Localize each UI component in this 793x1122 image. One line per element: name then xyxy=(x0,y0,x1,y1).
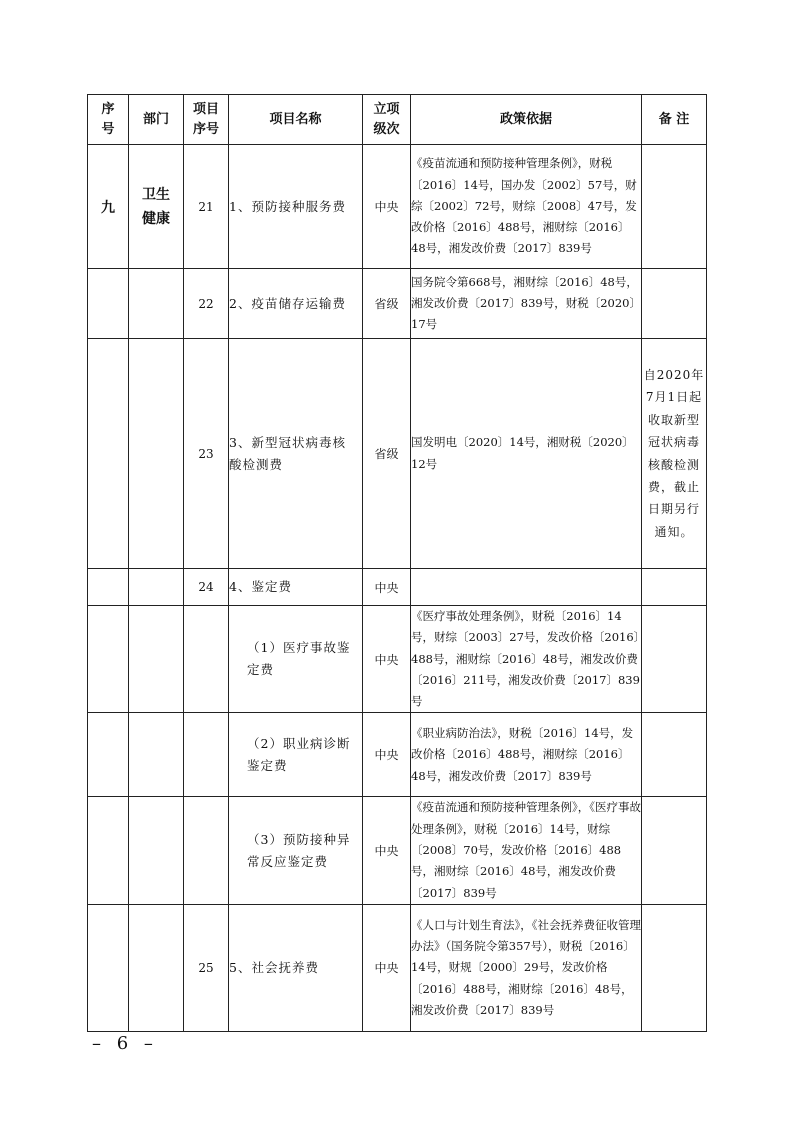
row-item-name: （3）预防接种异常反应鉴定费 xyxy=(229,797,363,904)
table-row xyxy=(88,145,707,269)
table-row xyxy=(88,339,707,569)
row-basis: 国发明电〔2020〕14号，湘财税〔2020〕12号 xyxy=(411,339,642,569)
header-note: 备 注 xyxy=(642,95,707,145)
header-row xyxy=(88,95,707,145)
table-row xyxy=(88,569,707,606)
row-seq xyxy=(88,569,129,606)
row-basis: 《职业病防治法》，财税〔2016〕14号，发改价格〔2016〕488号，湘财综〔2016〕48号，湘发改价费〔2017〕839号 xyxy=(411,713,642,797)
row-dept xyxy=(129,606,184,713)
row-note xyxy=(642,606,707,713)
header-item-seq: 项目序号 xyxy=(184,95,229,145)
row-level: 中央 xyxy=(363,797,411,904)
row-basis: 《人口与计划生育法》，《社会抚养费征收管理办法》（国务院令第357号），财税〔2016〕14号，财规〔2000〕29号，发改价格〔2016〕488号，湘财综〔2016〕48号，湘发改价费〔2017〕839号 xyxy=(411,904,642,1031)
row-level: 中央 xyxy=(363,145,411,269)
row-basis: 《疫苗流通和预防接种管理条例》，《医疗事故处理条例》，财税〔2016〕14号，财综〔2008〕70号，发改价格〔2016〕488号，湘财综〔2016〕48号，湘发改价费〔2017〕839号 xyxy=(411,797,642,904)
row-note xyxy=(642,713,707,797)
row-item-seq xyxy=(184,713,229,797)
row-seq xyxy=(88,269,129,339)
row-dept xyxy=(129,339,184,569)
header-item-name: 项目名称 xyxy=(229,95,363,145)
row-level: 中央 xyxy=(363,904,411,1031)
row-basis: 国务院令第668号，湘财综〔2016〕48号，湘发改价费〔2017〕839号，财税〔2020〕17号 xyxy=(411,269,642,339)
header-dept: 部门 xyxy=(129,95,184,145)
row-item-seq: 23 xyxy=(184,339,229,569)
row-level: 中央 xyxy=(363,713,411,797)
row-item-seq: 21 xyxy=(184,145,229,269)
row-note xyxy=(642,269,707,339)
row-dept xyxy=(129,797,184,904)
page-number: – 6 – xyxy=(92,1033,158,1054)
row-dept xyxy=(129,269,184,339)
row-note xyxy=(642,904,707,1031)
row-basis xyxy=(411,569,642,606)
row-note xyxy=(642,569,707,606)
row-item-seq xyxy=(184,797,229,904)
row-note: 自2020年7月1日起收取新型冠状病毒核酸检测费，截止日期另行通知。 xyxy=(642,339,707,569)
table-row xyxy=(88,269,707,339)
row-level: 中央 xyxy=(363,606,411,713)
row-level: 中央 xyxy=(363,569,411,606)
row-level: 省级 xyxy=(363,339,411,569)
row-level: 省级 xyxy=(363,269,411,339)
row-item-seq xyxy=(184,606,229,713)
row-item-name: 4、鉴定费 xyxy=(229,569,363,606)
row-item-name: （2）职业病诊断鉴定费 xyxy=(229,713,363,797)
row-dept xyxy=(129,904,184,1031)
row-dept: 卫生健康 xyxy=(129,145,184,269)
fee-table xyxy=(87,94,707,1032)
header-basis: 政策依据 xyxy=(411,95,642,145)
row-item-seq: 24 xyxy=(184,569,229,606)
row-item-name: （1）医疗事故鉴定费 xyxy=(229,606,363,713)
row-note xyxy=(642,797,707,904)
row-seq: 九 xyxy=(88,145,129,269)
row-item-seq: 22 xyxy=(184,269,229,339)
row-seq xyxy=(88,606,129,713)
row-item-name: 5、社会抚养费 xyxy=(229,904,363,1031)
row-seq xyxy=(88,339,129,569)
table-row xyxy=(88,606,707,713)
row-item-name: 2、疫苗储存运输费 xyxy=(229,269,363,339)
header-level: 立项级次 xyxy=(363,95,411,145)
row-basis: 《医疗事故处理条例》，财税〔2016〕14号，财综〔2003〕27号，发改价格〔2016〕488号，湘财综〔2016〕48号，湘发改价费〔2016〕211号，湘发改价费〔2017〕839号 xyxy=(411,606,642,713)
table-row xyxy=(88,713,707,797)
row-dept xyxy=(129,713,184,797)
row-item-name: 1、预防接种服务费 xyxy=(229,145,363,269)
row-dept xyxy=(129,569,184,606)
row-item-seq: 25 xyxy=(184,904,229,1031)
row-note xyxy=(642,145,707,269)
row-item-name: 3、新型冠状病毒核酸检测费 xyxy=(229,339,363,569)
table-row xyxy=(88,797,707,904)
header-seq: 序号 xyxy=(88,95,129,145)
row-seq xyxy=(88,797,129,904)
row-basis: 《疫苗流通和预防接种管理条例》，财税〔2016〕14号，国办发〔2002〕57号，财综〔2002〕72号，财综〔2008〕47号，发改价格〔2016〕488号，湘财综〔2016〕48号，湘发改价费〔2017〕839号 xyxy=(411,145,642,269)
row-seq xyxy=(88,904,129,1031)
table-row xyxy=(88,904,707,1031)
row-seq xyxy=(88,713,129,797)
